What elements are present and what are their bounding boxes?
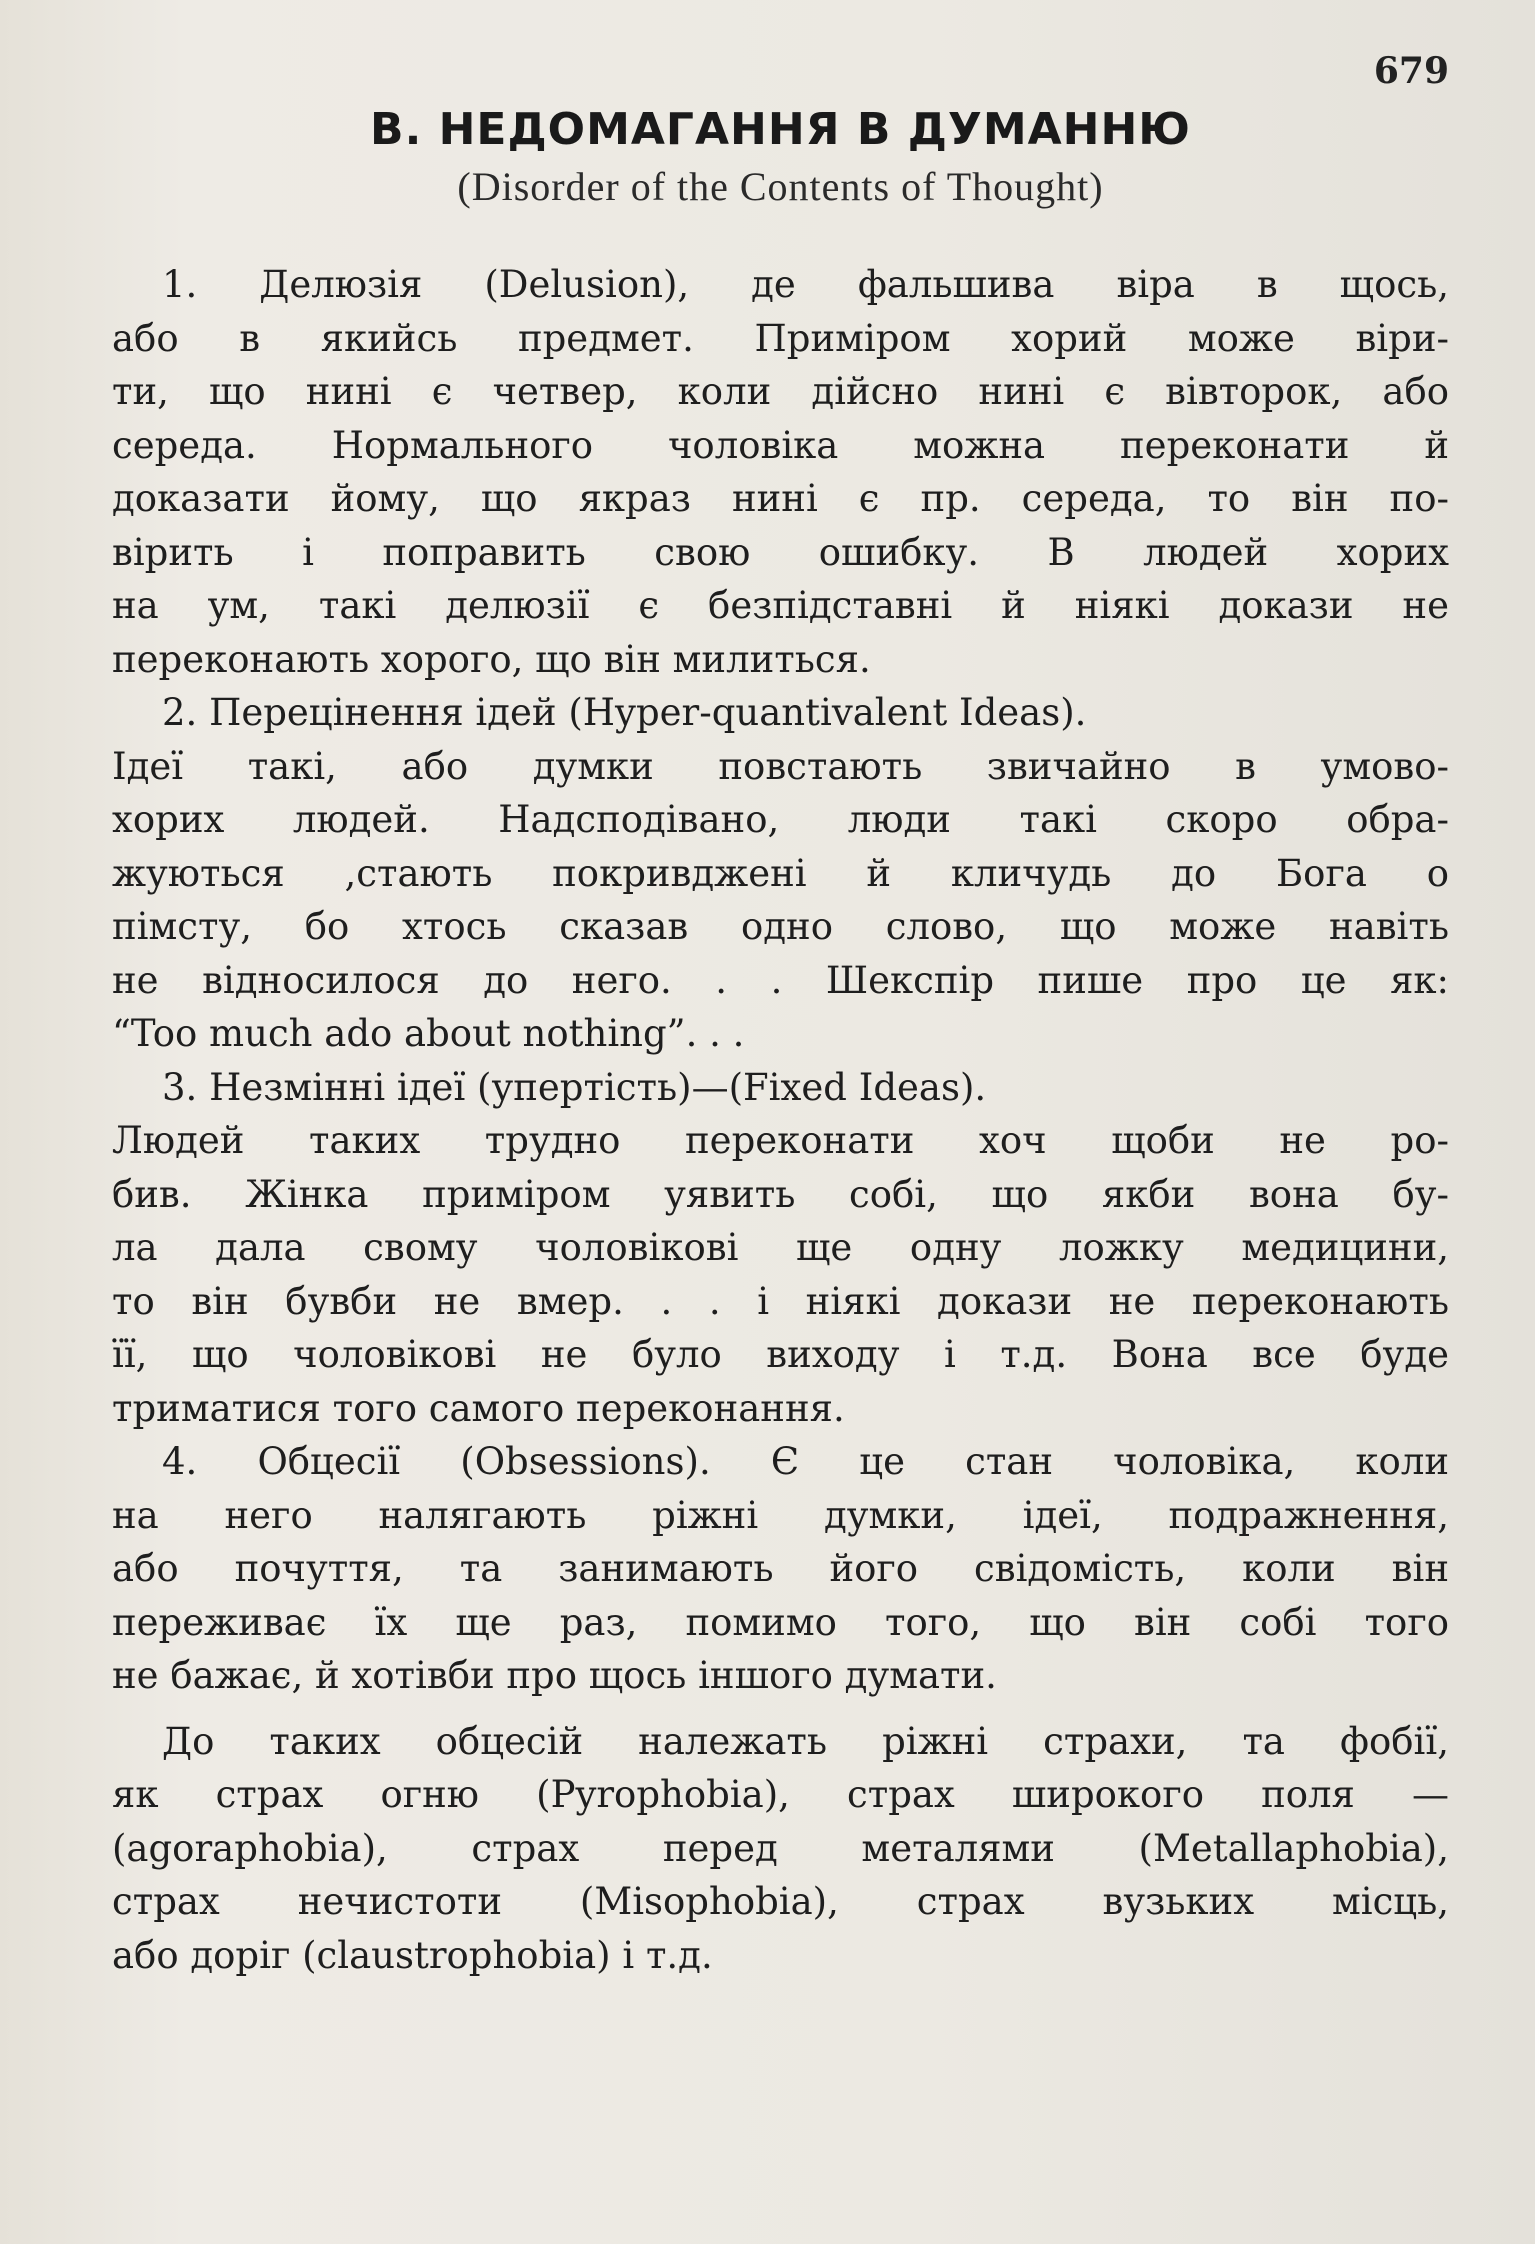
paragraph-gap <box>112 1703 1449 1715</box>
text-line: До таких обцесій належать ріжні страхи, та фобії, <box>162 1719 1449 1763</box>
text-line: (agoraphobia), страх перед металями (Metallaphobia), <box>112 1826 1449 1870</box>
text-line: “Too much ado about nothing”. . . <box>112 1012 745 1055</box>
text-line: 4. Обцесії (Obsessions). Є це стан чоловіка, коли <box>162 1440 1449 1483</box>
text-line: бив. Жінка приміром уявить собі, що якби вона бу- <box>112 1172 1449 1216</box>
text-line: вірить і поправить свою ошибку. В людей хорих <box>112 530 1449 574</box>
text-line: на него налягають ріжні думки, ідеї, подражнення, <box>112 1493 1449 1537</box>
text-line: пімсту, бо хтось сказав одно слово, що може навіть <box>112 905 1449 948</box>
text-line: доказати йому, що якраз нині є пр. середа, то він по- <box>112 477 1449 520</box>
text-line: ла дала свому чоловікові ще одну ложку медицини, <box>112 1226 1449 1269</box>
body-text <box>112 258 1449 1982</box>
text-line: середа. Нормального чоловіка можна переконати й <box>112 423 1449 467</box>
section-heading: В. НЕДОМАГАННЯ В ДУМАННЮ <box>370 104 1191 155</box>
text-line: страх нечистоти (Misophobia), страх вузьких місць, <box>112 1880 1449 1923</box>
text-line: то він бувби не вмер. . . і ніякі докази не переконають <box>112 1279 1449 1323</box>
text-line: або в якийсь предмет. Приміром хорий може віри- <box>112 316 1449 360</box>
text-line: переживає їх ще раз, помимо того, що він собі того <box>112 1600 1449 1644</box>
text-line: жуються ,стають покривджені й кличудь до Бога о <box>112 851 1449 895</box>
text-line: не бажає, й хотівби про щось іншого думати. <box>112 1654 997 1697</box>
text-line: 3. Незмінні ідеї (упертість)—(Fixed Ideas). <box>162 1065 987 1109</box>
text-line: або почуття, та занимають його свідомість, коли він <box>112 1547 1449 1590</box>
text-line: 1. Делюзія (Delusion), де фальшива віра в щось, <box>162 263 1449 306</box>
page-number: 679 <box>1373 50 1449 92</box>
text-line: хорих людей. Надсподівано, люди такі скоро обра- <box>112 798 1449 841</box>
text-line: переконають хорого, що він милиться. <box>112 637 871 681</box>
text-line: на ум, такі делюзії є безпідставні й ніякі докази не <box>112 584 1449 627</box>
text-line: 2. Перецінення ідей (Hyper-quantivalent Ideas). <box>162 691 1087 734</box>
text-line: ти, що нині є четвер, коли дійсно нині є вівторок, або <box>112 370 1449 413</box>
text-line: Ідеї такі, або думки повстають звичайно в умово- <box>112 744 1449 788</box>
text-line: або доріг (claustrophobia) і т.д. <box>112 1933 713 1977</box>
text-line: триматися того самого переконання. <box>112 1386 845 1430</box>
text-line: як страх огню (Pyrophobia), страх широкого поля — <box>112 1773 1449 1816</box>
text-line: Людей таких трудно переконати хоч щоби не ро- <box>112 1119 1449 1162</box>
section-subheading: (Disorder of the Contents of Thought) <box>457 164 1104 209</box>
text-line: її, що чоловікові не було виходу і т.д. Вона все буде <box>112 1333 1449 1376</box>
text-line: не відносилося до него. . . Шекспір пише про це як: <box>112 958 1449 1002</box>
